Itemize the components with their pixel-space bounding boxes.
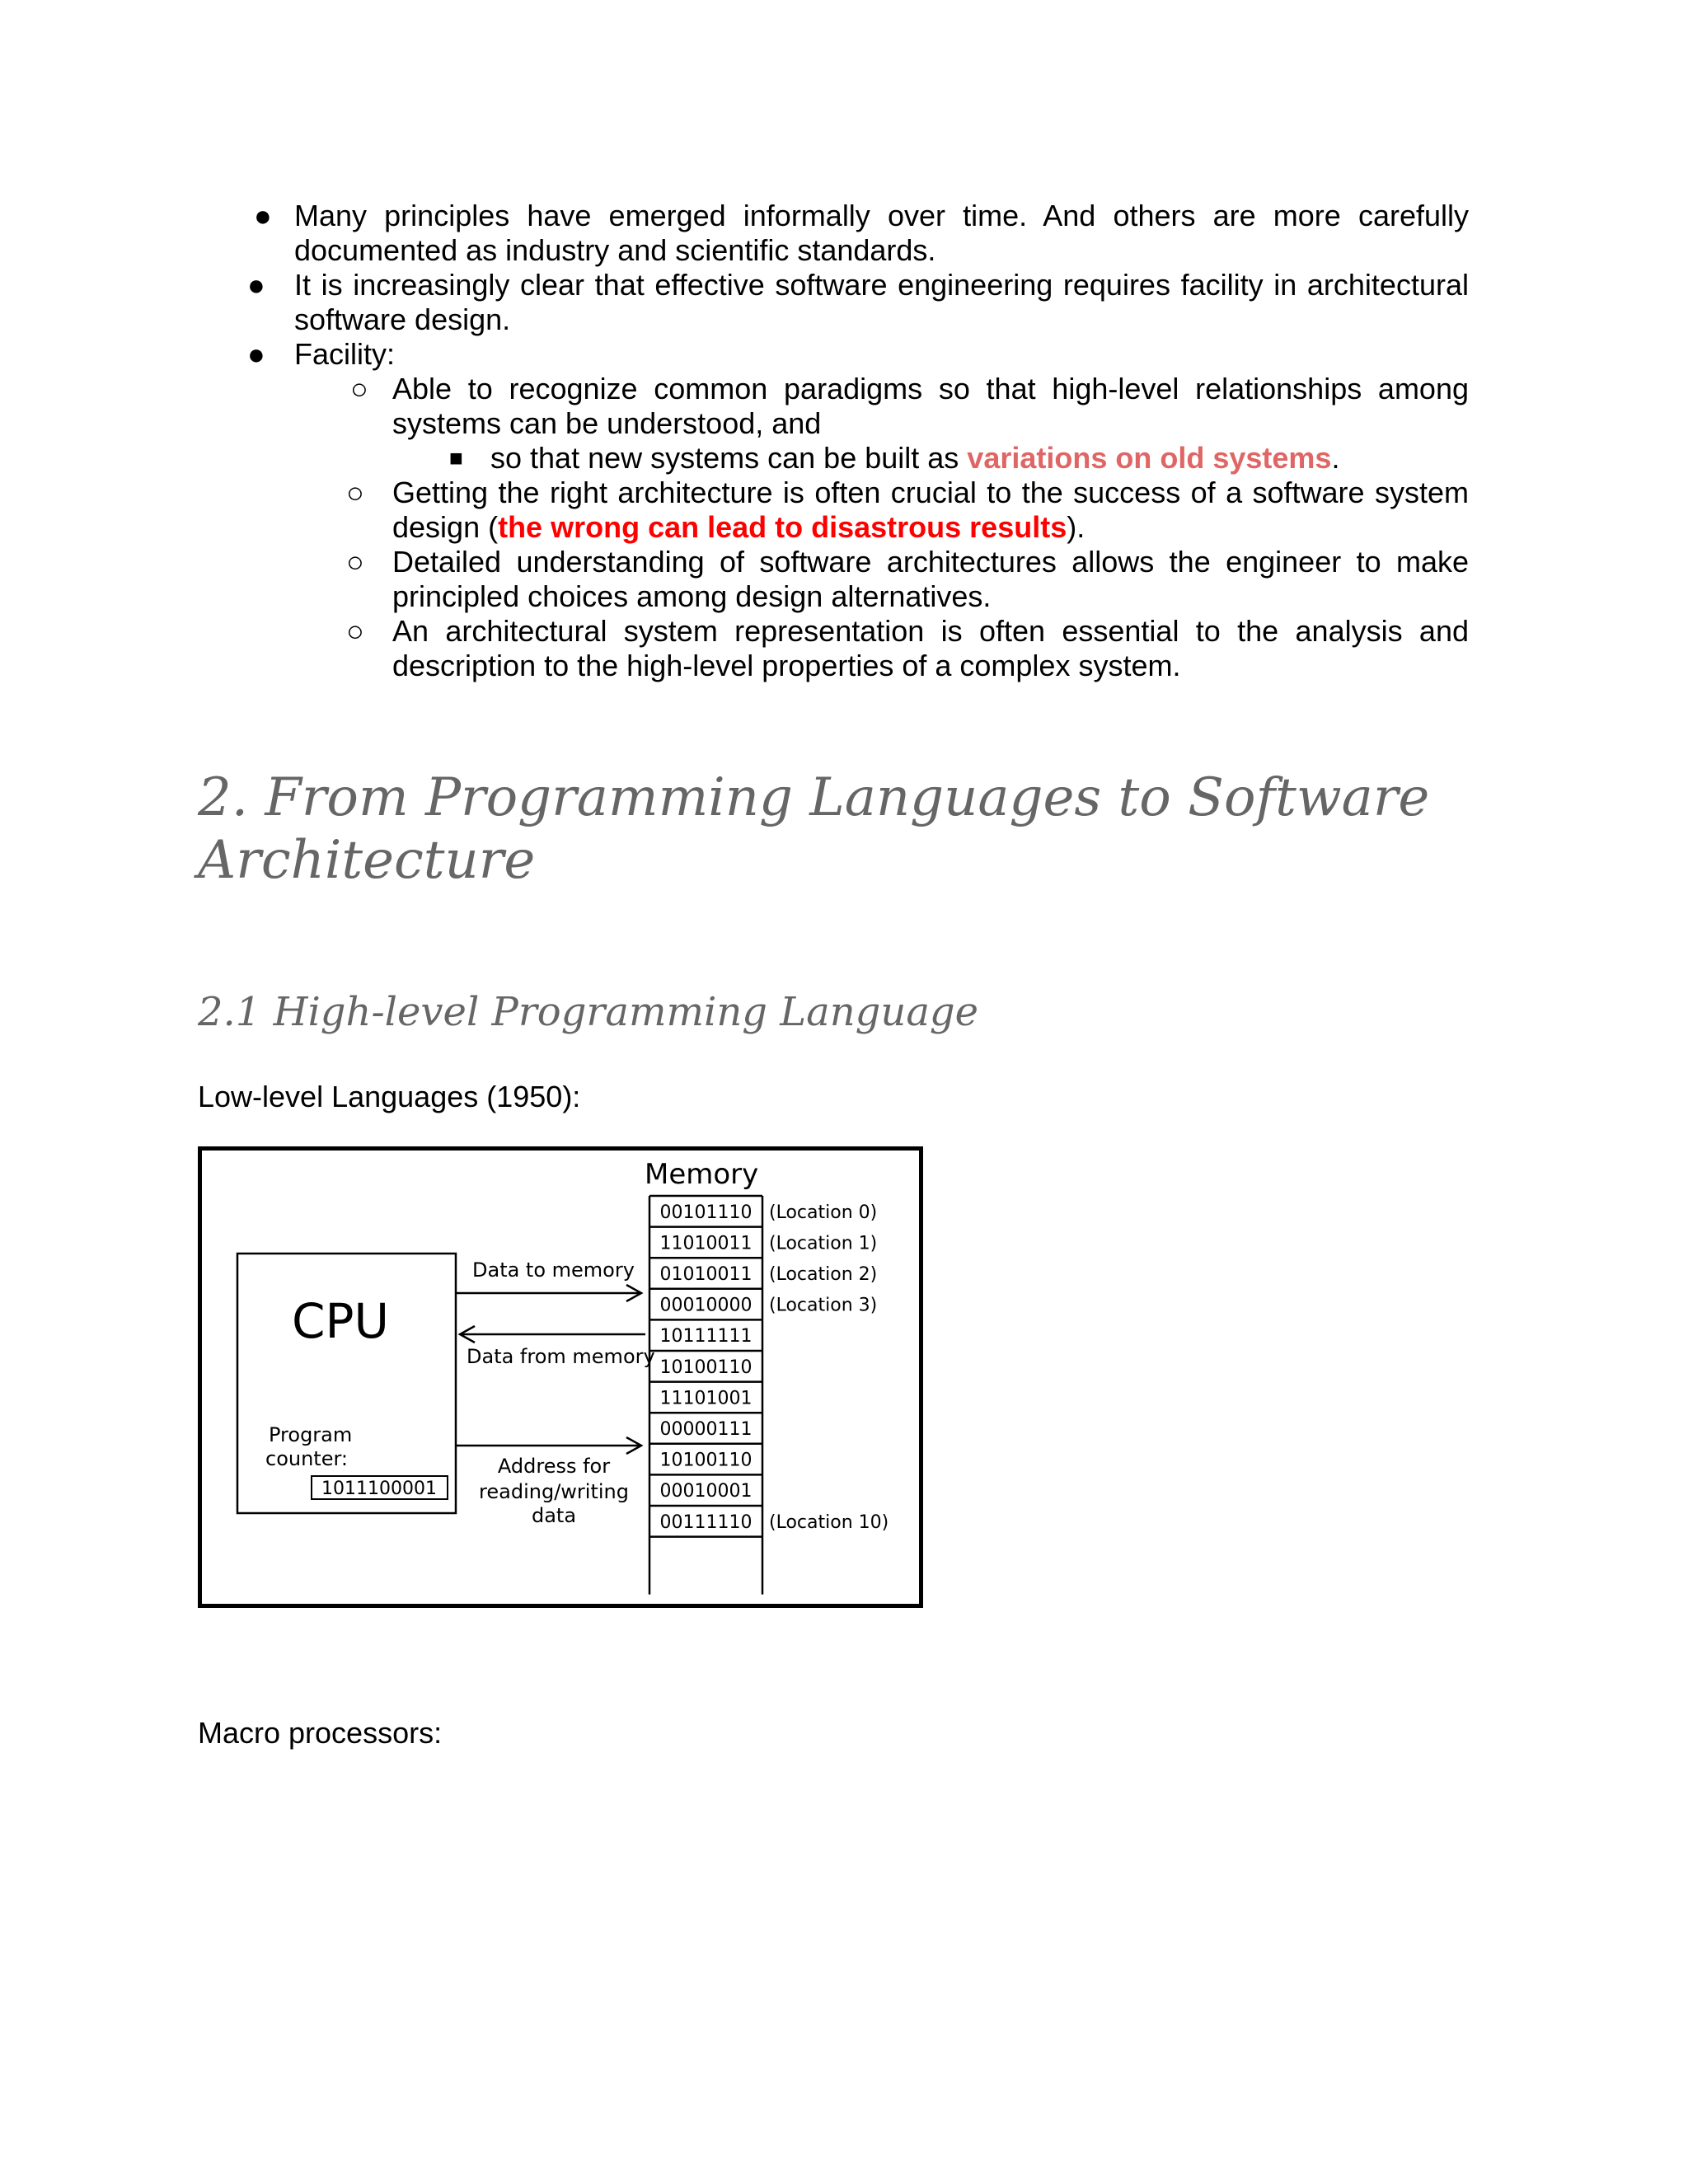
highlight-variations: variations on old systems: [967, 441, 1332, 475]
memory-location-label: (Location 0): [769, 1202, 878, 1223]
subsub-text: so that new systems can be built as: [490, 441, 968, 475]
memory-cell: 00111110: [659, 1511, 753, 1533]
memory-cell: 00101110: [659, 1202, 753, 1223]
subbullet-marker: ○: [346, 476, 364, 509]
memory-location-label: (Location 2): [769, 1264, 878, 1285]
program-label: Program: [269, 1423, 353, 1446]
arrow-label-data-to-memory: Data to memory: [472, 1258, 635, 1282]
memory-location-label: (Location 1): [769, 1233, 878, 1254]
arrow-label-data-from-memory: Data from memory: [467, 1345, 655, 1368]
bullet-marker: ●: [254, 199, 272, 232]
memory-cell: 11101001: [659, 1388, 753, 1409]
sub2-text: Getting the right architecture is often crucial to the success of a software system design (: [392, 476, 1469, 544]
subsubbullet-marker: ■: [449, 445, 463, 471]
subbullet-recognize-paradigms: Able to recognize common paradigms so that high-level relationships among systems can be understood, and: [392, 372, 1469, 440]
bullet-item-principles: Many principles have emerged informally over time. And others are more carefully documented as industry and scientific standards.: [294, 199, 1469, 267]
sub2-text-end: ).: [1067, 510, 1085, 544]
arrow-label-address-2: reading/writing: [479, 1480, 629, 1503]
subbullet-detailed-understanding: Detailed understanding of software architectures allows the engineer to make principled choices among design alternatives.: [392, 545, 1469, 613]
subbullet-marker: ○: [346, 545, 364, 579]
subbullet-marker: ○: [350, 372, 368, 405]
memory-cell: 10100110: [659, 1450, 753, 1471]
bullet-marker: ●: [247, 268, 265, 302]
bullet-item-facility-clear: It is increasingly clear that effective software engineering requires facility in architectural software design.: [294, 268, 1469, 336]
subbullet-right-architecture: [392, 476, 1469, 545]
counter-label: counter:: [265, 1447, 349, 1470]
subsub-text-end: .: [1331, 441, 1340, 475]
memory-cell: 11010011: [659, 1233, 753, 1254]
program-counter-value: 1011100001: [321, 1479, 437, 1499]
cpu-label: CPU: [292, 1293, 389, 1349]
bullet-item-facility: Facility:: [294, 337, 396, 371]
memory-location-label: (Location 3): [769, 1295, 878, 1316]
arrow-label-address-3: data: [531, 1504, 577, 1527]
subbullet-marker: ○: [346, 614, 364, 648]
memory-location-label: (Location 10): [769, 1511, 889, 1533]
paragraph-low-level: Low-level Languages (1950):: [198, 1080, 581, 1113]
section-heading: 2. From Programming Languages to Software Architecture: [198, 767, 1430, 891]
subsubbullet-variations: [490, 441, 1471, 476]
memory-cell: 10100110: [659, 1357, 753, 1378]
memory-title: Memory: [645, 1158, 759, 1191]
arrow-label-address-1: Address for: [497, 1455, 611, 1478]
memory-cell: 00010000: [659, 1295, 753, 1316]
subbullet-representation: An architectural system representation is often essential to the analysis and description to the high-level properties of a complex system.: [392, 614, 1469, 682]
memory-cell: 01010011: [659, 1264, 753, 1285]
memory-cpu-figure: [198, 1146, 923, 1608]
memory-cell: 00000111: [659, 1419, 753, 1440]
subsection-heading: 2.1 High-level Programming Language: [198, 989, 979, 1035]
highlight-wrong: the wrong can lead to disastrous results: [498, 510, 1067, 544]
memory-cell: 00010001: [659, 1481, 753, 1502]
paragraph-macro: Macro processors:: [198, 1716, 443, 1750]
bullet-marker: ●: [247, 337, 265, 371]
memory-cell: 10111111: [659, 1326, 753, 1347]
